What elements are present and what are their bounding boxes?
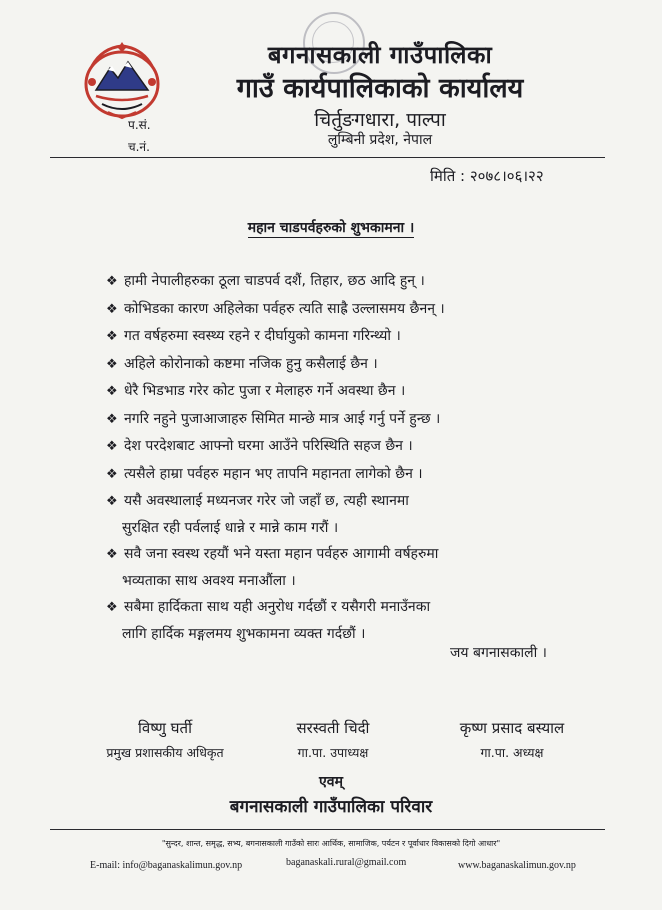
diamond-bullet-icon: ❖ [106,494,118,509]
signatory-cao [80,718,250,761]
subject-text: महान चाडपर्वहरुको शुभकामना । [247,220,415,236]
list-item [106,351,626,379]
signatory-name: विष्णु घर्ती [138,719,192,737]
evam-label: एवम् [319,774,343,790]
list-item-text: देश परदेशबाट आफ्नो घरमा आउँने परिस्थिति सहज छैन । [124,438,413,454]
diamond-bullet-icon: ❖ [106,329,118,344]
list-item-text: नगरि नहुने पुजाआजाहरु सिमित मान्छे मात्र आई गर्नु पर्ने हुन्छ । [124,410,441,427]
signatory-chair [422,718,602,761]
diamond-bullet-icon: ❖ [106,301,118,317]
signatory-title: गा.पा. अध्यक्ष [480,745,544,760]
list-item-continuation: लागि हार्दिक मङ्गलमय शुभकामना व्यक्त गर्दछौं । [122,626,366,642]
footer-gmail: baganaskali.rural@gmail.com [286,857,407,868]
reference-ps: प.सं. [128,118,151,132]
signatory-vice-chair [258,718,408,761]
signatory-title: गा.पा. उपाध्यक्ष [297,745,369,760]
list-item-text: हामी नेपालीहरुका ठूला चाडपर्व दशैं, तिहार, छठ आदि हुन् । [124,273,425,289]
diamond-bullet-icon: ❖ [106,439,118,454]
municipality-name: बगनासकाली गाउँपालिका [267,41,493,69]
list-item [106,488,626,541]
letter-date: मिति : २०७८।०६।२२ [430,167,544,185]
letter-subject [0,218,662,237]
list-item [106,378,626,406]
list-item-text: कोभिडका कारण अहिलेका पर्वहरु त्यति साह्रै उल्लासमय छैनन् । [124,300,445,317]
list-item-continuation: सुरक्षित रही पर्वलाई धान्ने र मान्ने काम गरौं । [122,520,339,536]
footer-email: E-mail: info@baganaskalimun.gov.np [90,860,243,871]
diamond-bullet-icon: ❖ [106,274,118,289]
office-province: लुम्बिनी प्रदेश, नेपाल [327,132,433,148]
list-item [106,296,626,324]
office-place: चिर्तुङगधारा, पाल्पा [314,109,446,131]
list-item-text: सवै जना स्वस्थ रहयौं भने यस्ता महान पर्वहरु आगामी वर्षहरुमा [124,546,439,562]
list-item [106,433,626,461]
message-list [106,268,626,647]
signatory-title: प्रमुख प्रशासकीय अधिकृत [106,745,224,760]
footer-website: www.baganaskalimun.gov.np [458,860,576,871]
list-item-continuation: भव्यताका साथ अवश्य मनाऔंला । [122,573,296,589]
reference-cn: च.नं. [128,140,150,154]
signatory-name: कृष्ण प्रसाद बस्याल [459,719,565,737]
office-name: गाउँ कार्यपालिकाको कार्यालय [236,73,524,104]
diamond-bullet-icon: ❖ [106,356,118,372]
list-item [106,406,626,434]
diamond-bullet-icon: ❖ [106,384,118,399]
list-item [106,268,626,296]
list-item-text: गत वर्षहरुमा स्वस्थ्य रहने र दीर्घायुको कामना गरिन्थ्यो । [124,328,401,344]
diamond-bullet-icon: ❖ [106,466,118,482]
list-item-text: धेरै भिडभाड गरेर कोट पुजा र मेलाहरु गर्ने अवस्था छैन । [124,383,406,399]
diamond-bullet-icon: ❖ [106,600,118,615]
signatory-name: सरस्वती चिदी [296,719,370,737]
list-item-text: अहिले कोरोनाको कष्टमा नजिक हुनु कसैलाई छैन । [124,355,378,372]
municipality-family: बगनासकाली गाउँपालिका परिवार [229,797,433,817]
list-item-text: त्यसैले हाम्रा पर्वहरु महान भए तापनि महानता लागेको छैन । [124,465,423,482]
list-item-text: यसै अवस्थालाई मध्यनजर गरेर जो जहाँ छ, त्यही स्थानमा [124,493,409,509]
list-item [106,461,626,489]
list-item-text: सबैमा हार्दिकता साथ यही अनुरोध गर्दछौं र यसैगरी मनाउँनका [124,599,431,615]
diamond-bullet-icon: ❖ [106,547,118,562]
list-item [106,594,626,647]
diamond-bullet-icon: ❖ [106,411,118,427]
list-item [106,541,626,594]
footer-divider [50,829,605,830]
footer-motto: "सुन्दर, शान्त, समृद्ध, सभ्य, बगनासकाली गाउँको सारः आर्थिक, सामाजिक, पर्यटन र पूर्वाधार विकासको दिगो आधार" [161,839,501,848]
header-divider [50,157,605,158]
closing-salutation: जय बगनासकाली । [450,645,547,661]
list-item [106,323,626,351]
nepal-government-emblem-icon [78,38,166,122]
